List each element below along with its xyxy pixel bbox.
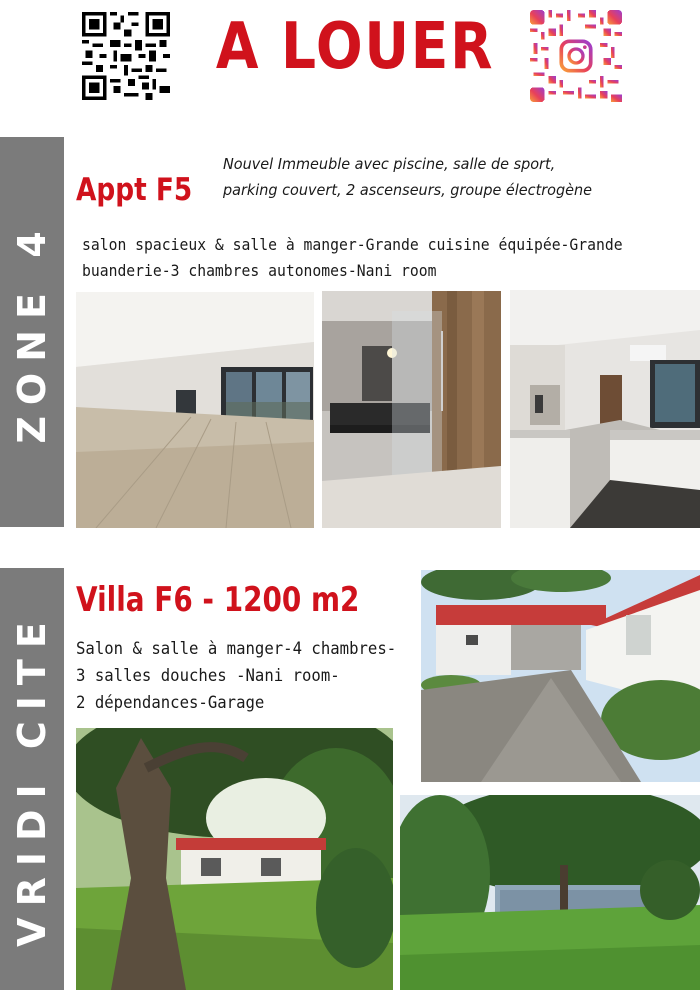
description-line: 2 dépendances-Garage (76, 693, 265, 713)
zone-label: VRIDI CITE (10, 611, 54, 947)
description-line: Salon & salle à manger-4 chambres- (76, 639, 397, 659)
kitchen-photo (510, 290, 700, 528)
zone-label: ZONE 4 (10, 220, 54, 444)
building-features (223, 151, 660, 203)
villa-courtyard-photo (421, 570, 700, 782)
instagram-qr-code-icon (530, 10, 622, 102)
qr-code-icon (82, 12, 170, 100)
garden-tree-photo (76, 728, 393, 990)
description-line: 3 salles douches -Nani room- (76, 666, 340, 686)
listing-description (82, 232, 671, 284)
description-line: salon spacieux & salle à manger-Grande cuisine équipée-Grande (82, 235, 623, 254)
listing-title: Villa F6 - 1200 m2 (76, 580, 360, 620)
lawn-photo (400, 795, 700, 990)
living-room-photo (76, 292, 314, 528)
features-line: parking couvert, 2 ascenseurs, groupe électrogène (223, 181, 593, 199)
description-line: buanderie-3 chambres autonomes-Nani room (82, 261, 437, 280)
listing-title: Appt F5 (76, 172, 193, 208)
bathroom-photo (322, 291, 501, 528)
zone-sidebar (0, 137, 64, 527)
headline: A LOUER (215, 10, 495, 84)
zone-sidebar (0, 568, 64, 990)
features-line: Nouvel Immeuble avec piscine, salle de sport, (223, 155, 556, 173)
listing-description (76, 636, 444, 717)
